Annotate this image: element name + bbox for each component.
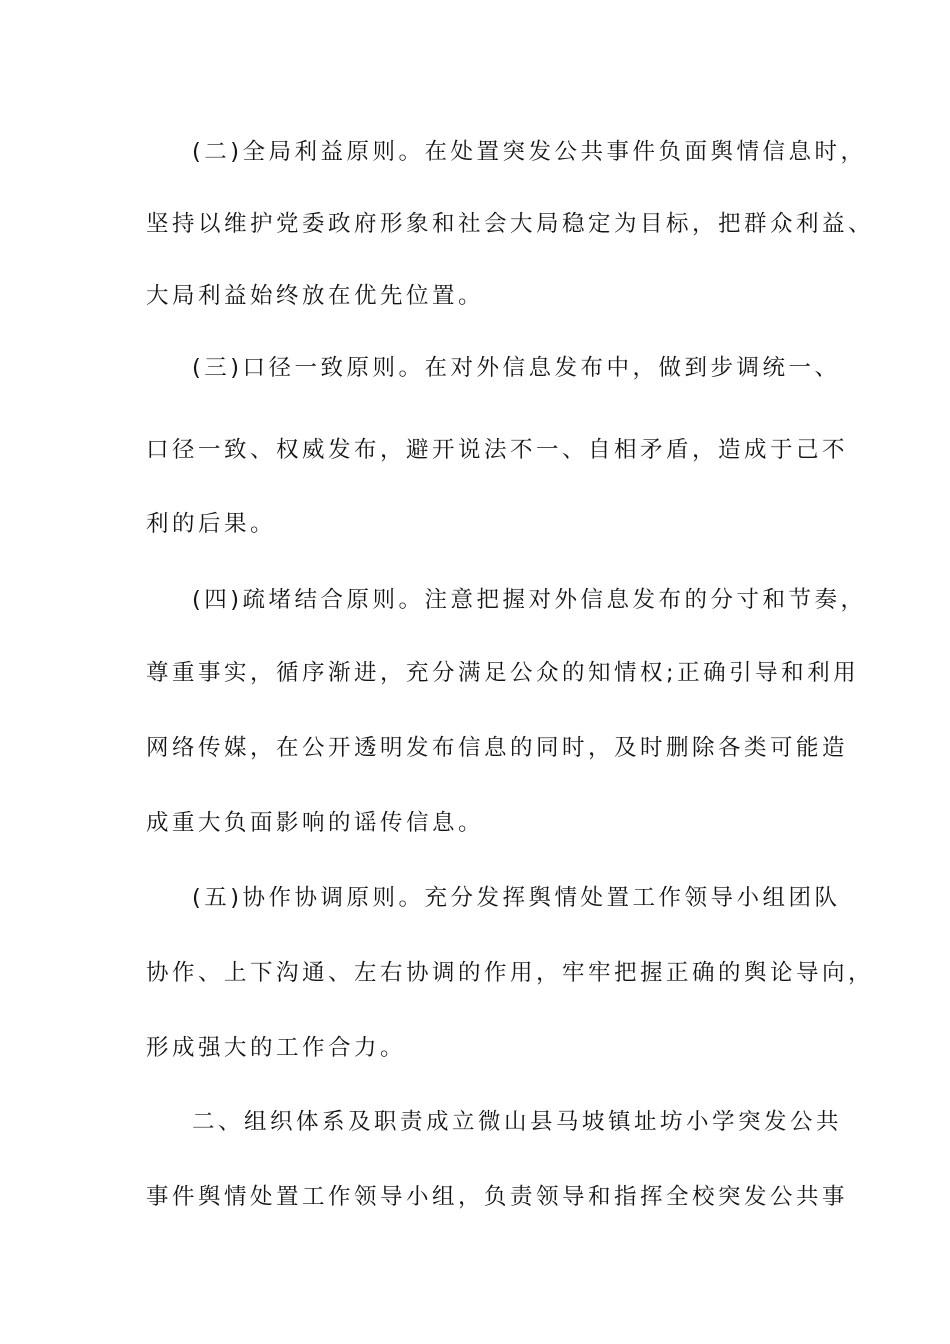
paragraph-3-line-2: 口径一致、权威发布，避开说法不一、自相矛盾，造成于己不: [146, 437, 849, 463]
paragraph-2-line-3: 大局利益始终放在优先位置。: [146, 283, 485, 309]
paragraph-3-line-1: (三)口径一致原则。在对外信息发布中，做到步调统一、: [192, 355, 841, 381]
paragraph-3-line-3: 利的后果。: [146, 511, 277, 537]
paragraph-2-line-1: (二)全局利益原则。在处置突发公共事件负面舆情信息时，: [192, 139, 867, 165]
section-2-line-1: 二、组织体系及职责成立微山县马坡镇址坊小学突发公共: [192, 1109, 843, 1135]
paragraph-4-line-3: 网络传媒，在公开透明发布信息的同时，及时删除各类可能造: [146, 735, 849, 761]
paragraph-4-line-1: (四)疏堵结合原则。注意把握对外信息发布的分寸和节奏，: [192, 587, 867, 613]
paragraph-2-line-2: 坚持以维护党委政府形象和社会大局稳定为目标，把群众利益、: [146, 211, 875, 237]
paragraph-4-line-4: 成重大负面影响的谣传信息。: [146, 810, 485, 836]
paragraph-5-line-2: 协作、上下沟通、左右协调的作用，牢牢把握正确的舆论导向，: [146, 960, 875, 986]
section-2-line-2: 事件舆情处置工作领导小组，负责领导和指挥全校突发公共事: [146, 1184, 849, 1210]
paragraph-5-line-3: 形成强大的工作合力。: [146, 1035, 407, 1061]
paragraph-5-line-1: (五)协作协调原则。充分发挥舆情处置工作领导小组团队: [192, 885, 841, 911]
paragraph-4-line-2: 尊重事实，循序渐进，充分满足公众的知情权;正确引导和利用: [146, 660, 860, 686]
